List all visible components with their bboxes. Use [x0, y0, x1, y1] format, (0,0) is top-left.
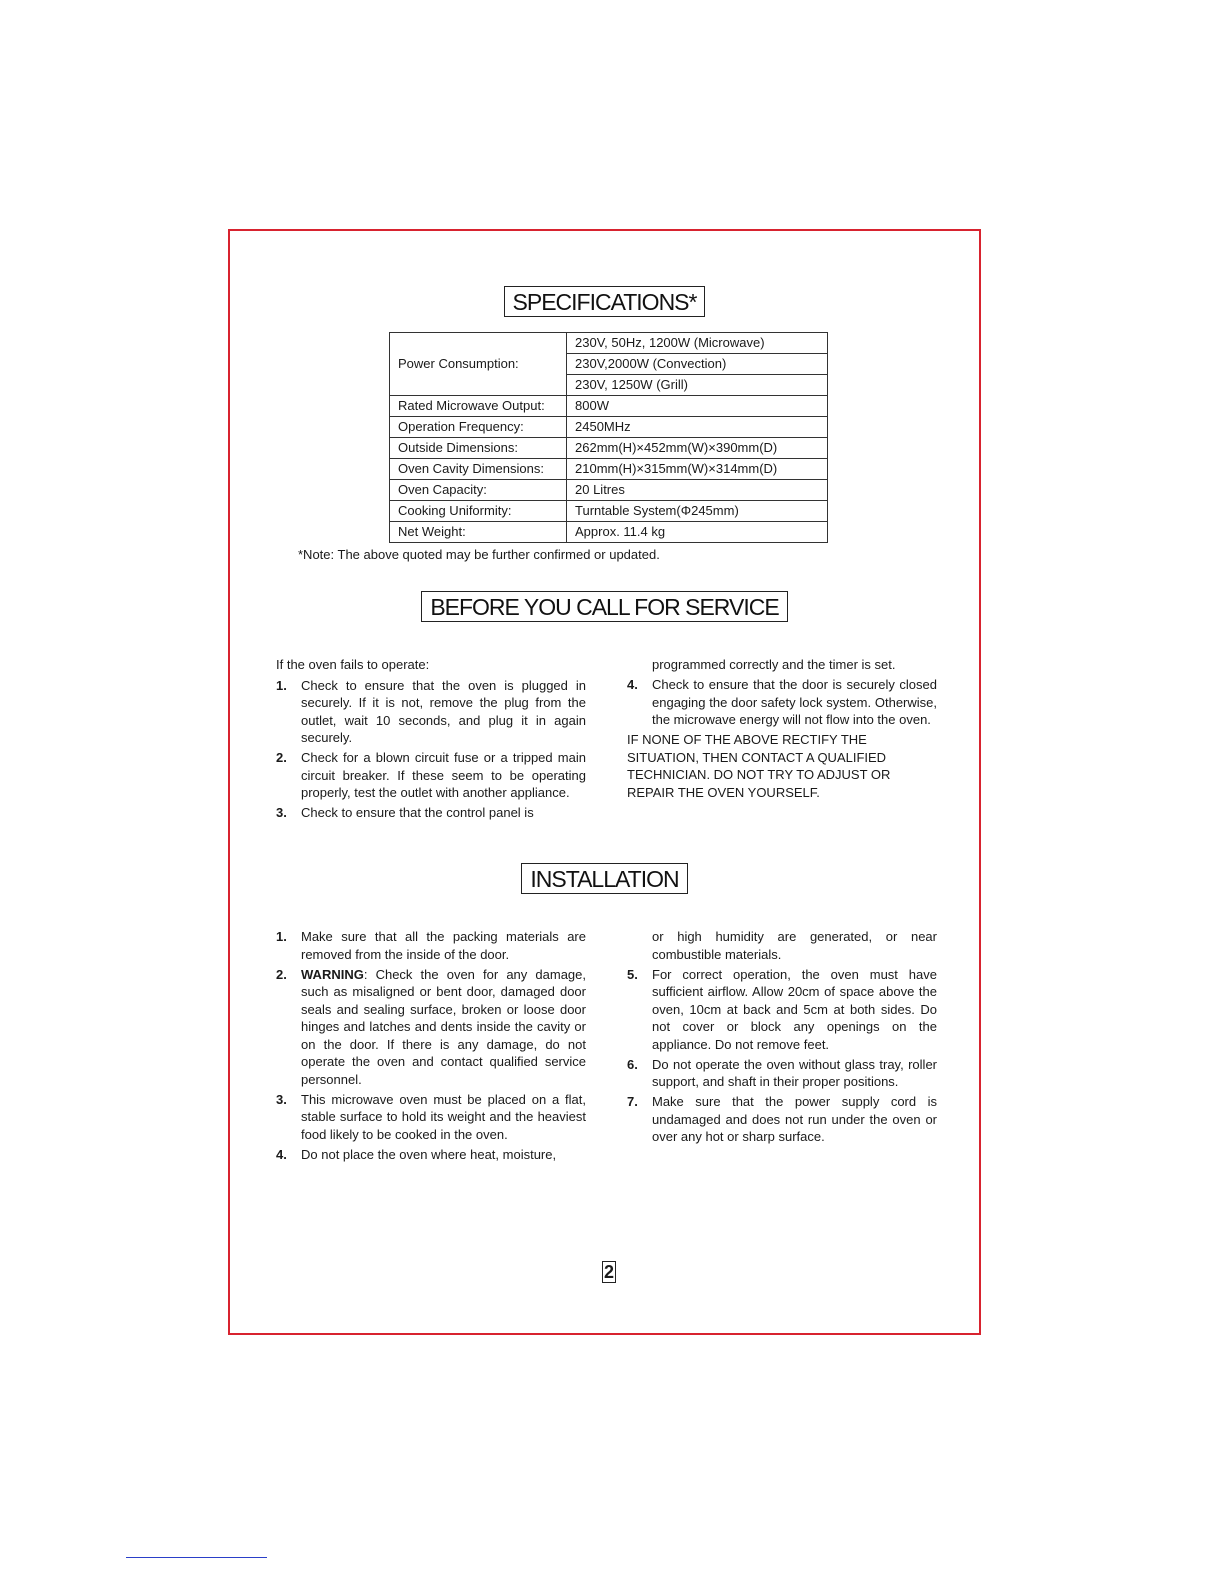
specifications-heading: SPECIFICATIONS*: [504, 286, 706, 317]
item-text: Do not place the oven where heat, moisture,: [301, 1146, 557, 1162]
item-text: Check for a blown circuit fuse or a tripped main circuit breaker. If these seem to be operating properly, test the outlet with another appliance.: [301, 750, 586, 800]
item-number: 2.: [276, 966, 287, 982]
table-row: [390, 522, 828, 543]
item-number: 5.: [627, 966, 638, 982]
spec-value: 800W: [567, 396, 828, 417]
item-continuation: programmed correctly and the timer is set.: [652, 657, 896, 672]
service-closing: IF NONE OF THE ABOVE RECTIFY THE SITUATION, THEN CONTACT A QUALIFIED TECHNICIAN. DO NOT TRY TO ADJUST OR REPAIR THE OVEN YOURSELF.: [627, 732, 891, 800]
list-item: [627, 676, 937, 729]
spec-label: Oven Cavity Dimensions:: [390, 459, 567, 480]
table-row: [390, 480, 828, 501]
service-right-column: [627, 656, 937, 804]
table-row: [390, 417, 828, 438]
list-item: [276, 749, 586, 802]
installation-left-column: [276, 928, 586, 1166]
service-heading: BEFORE YOU CALL FOR SERVICE: [421, 591, 787, 622]
service-left-column: [276, 656, 586, 824]
table-row: [390, 396, 828, 417]
installation-right-column: [627, 928, 937, 1148]
specifications-table: [389, 332, 828, 543]
spec-label: Power Consumption:: [390, 333, 567, 396]
item-number: 6.: [627, 1056, 638, 1072]
item-number: 4.: [627, 677, 638, 692]
item-text: Make sure that all the packing materials are removed from the inside of the door.: [301, 929, 586, 962]
table-row: [390, 438, 828, 459]
item-text: Do not operate the oven without glass tray, roller support, and shaft in their proper positions.: [652, 1056, 937, 1089]
list-item: [276, 928, 586, 963]
item-text: Check to ensure that the oven is plugged in securely. If it is not, remove the plug from the outlet, wait 10 seconds, and plug it in again securely.: [301, 677, 586, 745]
item-number: 2.: [276, 750, 287, 765]
table-row: [390, 333, 828, 354]
spec-label: Cooking Uniformity:: [390, 501, 567, 522]
item-number: 4.: [276, 1146, 287, 1162]
spec-label: Outside Dimensions:: [390, 438, 567, 459]
page-frame: [228, 229, 981, 1335]
list-item: [276, 677, 586, 747]
list-item: [276, 1146, 586, 1164]
page-number: 2: [604, 1262, 615, 1282]
list-item: [627, 966, 937, 1054]
spec-label: Rated Microwave Output:: [390, 396, 567, 417]
footer-link-underline: [126, 1557, 267, 1558]
spec-value: 2450MHz: [567, 417, 828, 438]
item-text: Make sure that the power supply cord is undamaged and does not run under the oven or over any hot or sharp surface.: [652, 1094, 937, 1144]
spec-value: 230V, 50Hz, 1200W (Microwave): [567, 333, 828, 354]
spec-label: Operation Frequency:: [390, 417, 567, 438]
list-item: [276, 966, 586, 1089]
specifications-note: *Note: The above quoted may be further confirmed or updated.: [298, 547, 660, 562]
item-number: 1.: [276, 929, 287, 944]
table-row: [390, 501, 828, 522]
warning-label: WARNING: [301, 966, 364, 982]
spec-value: 210mm(H)×315mm(W)×314mm(D): [567, 459, 828, 480]
item-text: : Check the oven for any damage, such as misaligned or bent door, damaged door seals and sealing surface, broken or loose door hinges and latches and dents inside the cavity or on the door. If there is any damage, do not operate the oven and contact qualified service personnel.: [301, 966, 586, 1087]
spec-value: 230V,2000W (Convection): [567, 354, 828, 375]
service-heading-wrap: [230, 591, 979, 622]
spec-value: 20 Litres: [567, 480, 828, 501]
spec-value: Turntable System(Φ245mm): [567, 501, 828, 522]
item-continuation: or high humidity are generated, or near combustible materials.: [652, 929, 937, 962]
item-number: 1.: [276, 677, 287, 693]
spec-value: Approx. 11.4 kg: [567, 522, 828, 543]
item-text: For correct operation, the oven must have sufficient airflow. Allow 20cm of space above the oven, 10cm at back and 5cm at both sides. Do not cover or block any openings on the appliance. Do not remove feet.: [652, 966, 937, 1052]
item-text: This microwave oven must be placed on a flat, stable surface to hold its weight and the heaviest food likely to be cooked in the oven.: [301, 1091, 586, 1142]
list-item: [627, 1056, 937, 1091]
list-item: [627, 1093, 937, 1146]
service-intro: If the oven fails to operate:: [276, 657, 430, 672]
table-row: [390, 459, 828, 480]
item-number: 3.: [276, 1091, 287, 1107]
item-text: Check to ensure that the door is securely closed engaging the door safety lock system. Otherwise, the microwave energy will not flow into the oven.: [652, 677, 937, 727]
spec-value: 262mm(H)×452mm(W)×390mm(D): [567, 438, 828, 459]
spec-label: Oven Capacity:: [390, 480, 567, 501]
specifications-heading-wrap: [230, 286, 979, 317]
installation-heading-wrap: [230, 863, 979, 894]
item-number: 7.: [627, 1094, 638, 1109]
item-text: Check to ensure that the control panel is: [301, 805, 534, 820]
list-item: [276, 804, 586, 822]
item-number: 3.: [276, 805, 287, 820]
spec-label: Net Weight:: [390, 522, 567, 543]
spec-value: 230V, 1250W (Grill): [567, 375, 828, 396]
installation-heading: INSTALLATION: [521, 863, 687, 894]
list-item: [276, 1091, 586, 1144]
